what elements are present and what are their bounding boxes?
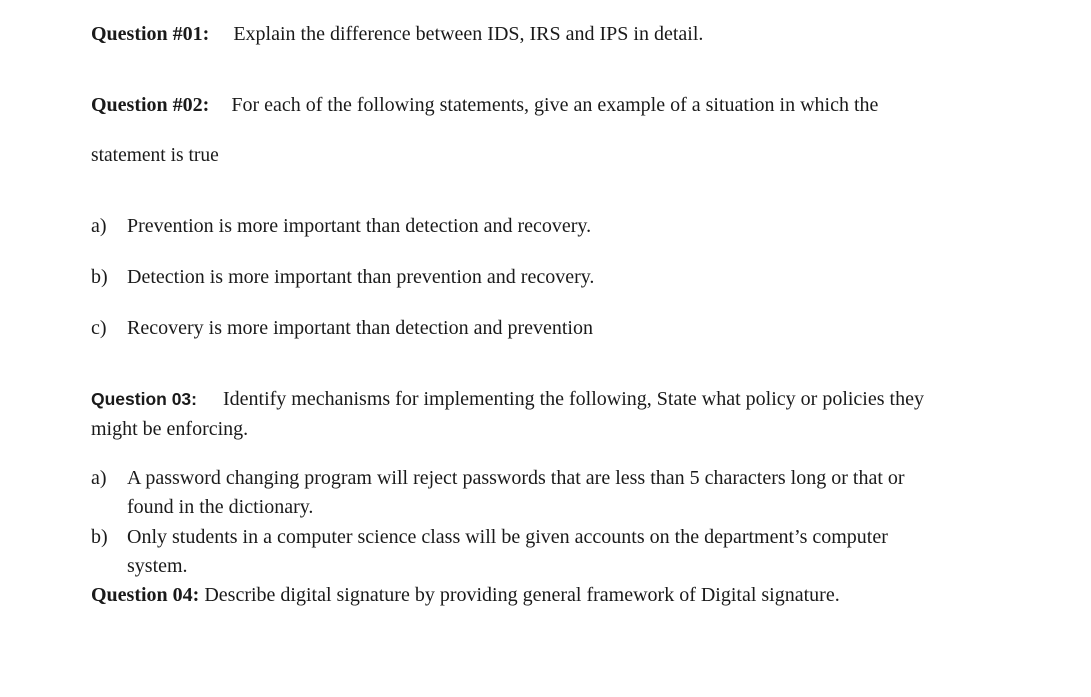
list-marker: a): [91, 467, 107, 489]
question-04: [91, 582, 840, 608]
question-01-label: Question #01:: [91, 23, 210, 45]
list-item-text: system.: [127, 555, 188, 577]
question-04-text: Describe digital signature by providing general framework of Digital signature.: [204, 584, 840, 606]
list-marker: b): [91, 266, 108, 288]
question-02-label: Question #02:: [91, 94, 210, 116]
list-item-text: Only students in a computer science class will be given accounts on the department’s computer: [127, 526, 888, 548]
list-item-text: Recovery is more important than detection and prevention: [127, 317, 593, 339]
list-item-text: Prevention is more important than detection and recovery.: [127, 215, 592, 237]
list-item: [91, 213, 591, 239]
list-marker: b): [91, 526, 108, 548]
question-03-text-line1: Identify mechanisms for implementing the following, State what policy or policies they: [223, 388, 924, 410]
question-03: [91, 386, 924, 412]
list-item-text: found in the dictionary.: [127, 496, 314, 518]
question-01-text: Explain the difference between IDS, IRS and IPS in detail.: [233, 23, 704, 45]
list-item: [91, 264, 594, 290]
question-02-text-line1: For each of the following statements, give an example of a situation in which the: [231, 94, 879, 116]
question-02: [91, 92, 878, 118]
list-item: [91, 315, 593, 341]
list-marker: a): [91, 215, 107, 237]
list-item-text: A password changing program will reject passwords that are less than 5 characters long or that or: [127, 467, 905, 489]
question-03-label: Question 03:: [91, 389, 197, 409]
question-02-text-line2: statement is true: [91, 145, 219, 166]
list-marker: c): [91, 317, 107, 339]
list-item-text: Detection is more important than prevention and recovery.: [127, 266, 595, 288]
question-04-label: Question 04:: [91, 584, 200, 606]
question-03-text-line2: might be enforcing.: [91, 418, 249, 440]
question-01: [91, 21, 703, 47]
